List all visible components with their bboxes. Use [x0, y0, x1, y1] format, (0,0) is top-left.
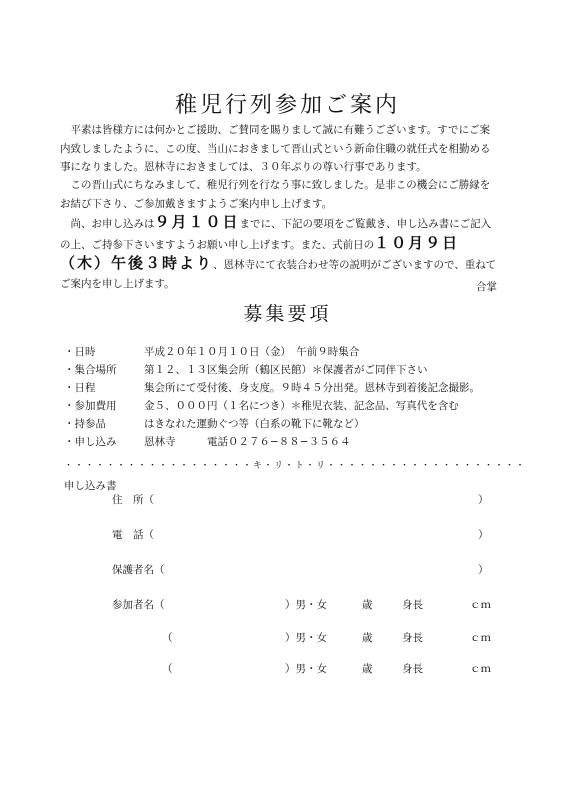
info-row-fee [64, 397, 459, 415]
info-row-date [64, 343, 359, 361]
info-value: 恩林寺 電話０２７６−８８−３５６４ [144, 436, 351, 448]
info-label: ・申し込み [64, 436, 117, 448]
closing-gassho: 合掌 [476, 281, 497, 293]
participant-3-height: 身長 [402, 663, 423, 675]
guardian-close-paren: ） [478, 564, 489, 576]
info-label: ・参加費用 [64, 400, 117, 412]
participant-3-cm: ｃｍ [470, 663, 491, 675]
participant-3-sex: ）男・女 [285, 663, 327, 675]
participant-1-cm: ｃｍ [470, 599, 491, 611]
form-heading: 申し込み書 [64, 480, 117, 492]
phone-label: 電 話（ [112, 529, 154, 541]
guardian-label: 保護者名（ [112, 564, 165, 576]
info-value: 第１２、１３区集会所（鶴区民館）＊保護者がご同伴下さい [144, 364, 428, 376]
info-label: ・日時 [64, 346, 96, 358]
intro-paragraph-3 [60, 213, 500, 293]
participant-2-height: 身長 [402, 632, 423, 644]
participant-label: 参加者名（ [112, 599, 165, 611]
fitting-date: １０月９日（木）午後３時より [60, 233, 460, 272]
intro-paragraph-1: 平素は皆様方には何かとご援助、ご賛同を賜りまして誠に有難うございます。すでにご案内致しましたように、この度、当山におきまして晋山式という新命住職の就任式を相勤める事になりました。恩林寺におきましては、３０年ぶりの尊い行事であります。 [60, 124, 491, 173]
info-row-items [64, 415, 365, 433]
info-label: ・日程 [64, 382, 96, 394]
info-value: はきなれた運動ぐつ等（白系の靴下に靴など） [144, 418, 365, 430]
participant-2-open-paren: （ [162, 632, 173, 644]
participant-2-age: 歳 [362, 632, 373, 644]
participant-1-height: 身長 [402, 599, 423, 611]
address-label: 住 所（ [112, 494, 154, 506]
para3-part1: 尚、お申し込みは [70, 218, 155, 230]
section-title: 募集要項 [243, 303, 332, 325]
cut-line: ・・・・・・・・・・・・・・・・・・キ・リ・ト・リ・・・・・・・・・・・・・・・・・・・ [64, 461, 527, 471]
info-row-application [64, 433, 351, 451]
participant-2-sex: ）男・女 [285, 632, 327, 644]
participant-3-open-paren: （ [162, 663, 173, 675]
intro-paragraph-2: この晋山式にちなみまして、稚児行列を行なう事に致しました。是非この機会にご勝縁をお結び下さり、ご参加戴きますようご案内申し上げます。 [60, 179, 491, 210]
para3-part3: 、恩林寺にて衣装合わせ等の説明がございますので、重ねてご案内を申し上げます。 [60, 259, 497, 290]
deadline-date: ９月１０日 [154, 213, 240, 231]
info-value: 集会所にて受付後、身支度。９時４５分出発。恩林寺到着後記念撮影。 [144, 382, 480, 394]
info-value: 平成２０年１０月１０日（金） 午前９時集合 [144, 346, 360, 358]
participant-1-sex: ）男・女 [285, 599, 327, 611]
info-label: ・集合場所 [64, 364, 117, 376]
phone-close-paren: ） [478, 529, 489, 541]
info-row-schedule [64, 379, 480, 397]
info-label: ・持参品 [64, 418, 106, 430]
para3-part2: までに、下記の要項をご覧戴き、申し込み書にご記入の上、ご持参下さいますようお願い申し上げます。また、式前日の [60, 218, 492, 251]
info-row-meeting-place [64, 361, 428, 379]
page-title: 稚児行列参加ご案内 [174, 93, 400, 118]
participant-1-age: 歳 [362, 599, 373, 611]
info-value: 金５、０００円（１名につき）＊稚児衣装、記念品、写真代を含む [144, 400, 459, 412]
participant-2-cm: ｃｍ [470, 632, 491, 644]
participant-3-age: 歳 [362, 663, 373, 675]
address-close-paren: ） [478, 494, 489, 506]
